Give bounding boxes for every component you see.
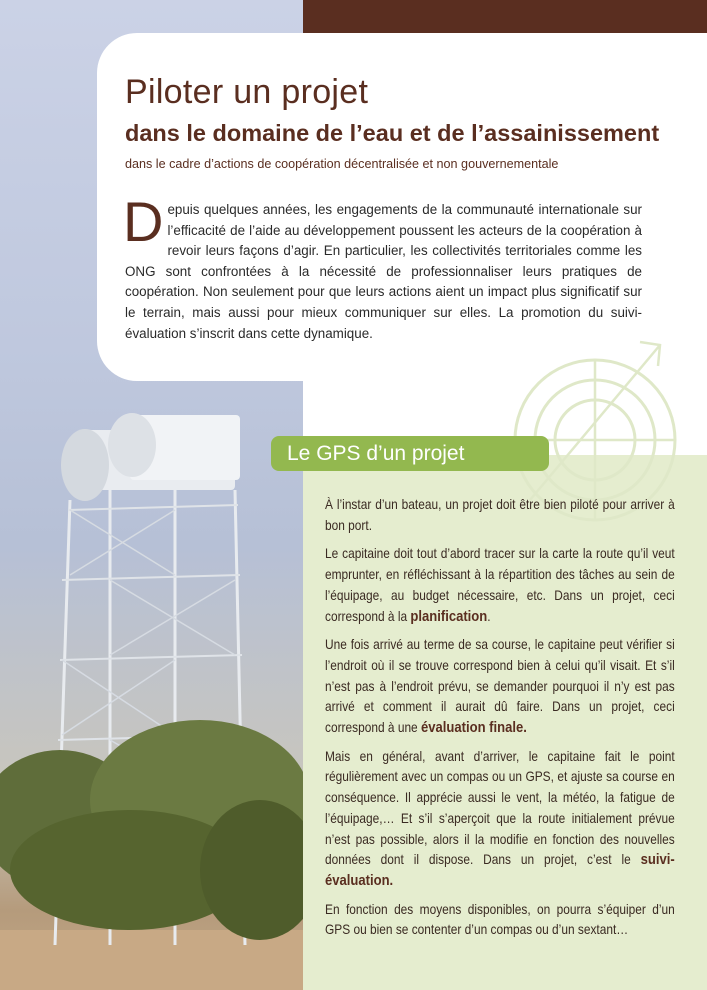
keyword-suivi-evaluation: suivi-évaluation.	[325, 851, 675, 889]
keyword-evaluation-finale: évaluation finale.	[420, 719, 527, 737]
intro-paragraph	[123, 190, 642, 344]
page-context: dans le cadre d’actions de coopération décentralisée et non gouvernementale	[125, 157, 559, 171]
paragraph: En fonction des moyens disponibles, on pourra s’équiper d’un GPS ou bien se contenter d’un compas ou d’un sextant…	[325, 901, 675, 938]
paragraph	[325, 635, 675, 739]
keyword-planification: planification	[410, 607, 488, 625]
intro-text: epuis quelques années, les engagements de la communauté internationale sur l’efficacité de l’aide au développement poussent les acteurs de la coopération à revoir leurs façons d’agir. En particulier, les collectivités territoriales comme les ONG sont confrontées à la nécessité de professionnaliser leurs pratiques de coopération. Non seulement pour que leurs actions aient un impact plus significatif sur le terrain, mais aussi pour mieux communiquer sur elles. La promotion du suivi-évaluation s’inscrit dans cette dynamique.	[125, 202, 642, 341]
header-bar	[303, 0, 707, 33]
body-text	[325, 495, 675, 949]
paragraph-text: Une fois arrivé au terme de sa course, le capitaine peut vérifier si l’endroit où il se trouve correspond bien à celui qu’il visait. Et s’il n’est pas à l’endroit prévu, se demander pourquoi il n’y est pas arrivé et comment il aurait dû faire. Dans un projet, ceci correspond à une	[325, 637, 675, 736]
paragraph-text: .	[487, 608, 491, 624]
paragraph-text: Le capitaine doit tout d’abord tracer sur la carte la route qu’il veut emprunter, en réfléchissant à la répartition des tâches au sein de l’équipage, au budget nécessaire, etc. Dans un projet, ceci correspond à la	[325, 546, 675, 624]
dropcap: D	[123, 190, 164, 253]
paragraph	[325, 544, 675, 627]
paragraph: À l’instar d’un bateau, un projet doit être bien piloté pour arriver à bon port.	[325, 497, 675, 533]
section-label: Le GPS d’un projet	[271, 436, 549, 471]
paragraph-text: Mais en général, avant d’arriver, le capitaine fait le point régulièrement avec un compas ou un GPS, et ajuste sa course en conséquence. Il apprécie aussi le vent, la météo, la fatigue de l’équipage,… Et s’il s’aperçoit que la route initialement prévue n’est pas possible, alors il la modifie en fonction des nouvelles données dont il dispose. Dans un projet, c’est le	[325, 748, 675, 868]
page-title: Piloter un projet	[125, 73, 369, 111]
page-subtitle: dans le domaine de l’eau et de l’assainissement	[125, 120, 660, 146]
paragraph	[325, 747, 675, 892]
